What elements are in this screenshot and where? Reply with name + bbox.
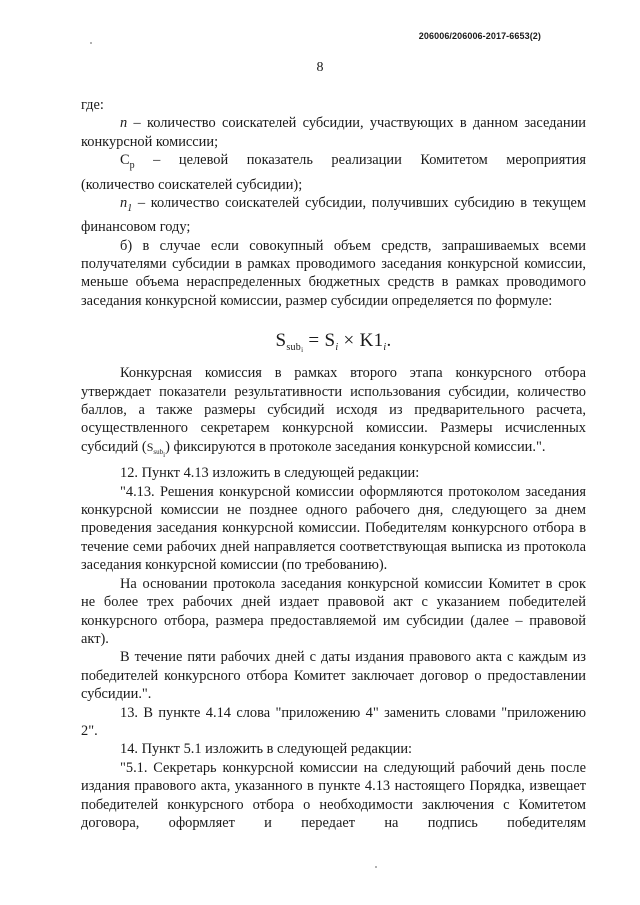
item-12: 12. Пункт 4.13 изложить в следующей редакции: (120, 465, 420, 482)
paragraph-5-1: "5.1. Секретарь конкурсной комиссии на следующий рабочий день после издания правового акта, указанного в пункте 4.13 настоящего Порядка, извещает победителей конкурсного отбора о необходимости заключения с Комитетом договора, оформляет и передает на подпись победителям (81, 759, 586, 831)
scan-speck (90, 42, 92, 44)
definition-cp-text: – целевой показатель реализации Комитетом мероприятия (134, 152, 586, 169)
document-body (81, 96, 586, 832)
definition-n1-text: – количество соискателей субсидии, получивших субсидию в текущем финансовом году; (81, 194, 586, 236)
definition-cp (81, 151, 586, 175)
page-number: 8 (316, 60, 324, 75)
where-label: где: (81, 97, 104, 113)
symbol-n: n (120, 115, 128, 132)
paragraph-4-13-c: В течение пяти рабочих дней с даты издания правового акта с каждым из победителей конкурсного отбора Комитет заключает договор о предоставлении субсидии.". (81, 649, 586, 703)
symbol-cp: $C_p$ (120, 152, 135, 172)
symbol-n1: $n_1$ (120, 194, 133, 214)
definition-n (81, 114, 586, 151)
paragraph-4-13-b: На основании протокола заседания конкурсной комиссии Комитет в срок не более трех рабочих дней издает правовой акт с указанием победителей конкурсного отбора, размера предоставляемой им субсидии (далее – правовой акт). (81, 575, 586, 647)
symbol-s-sub: $S_{sub_i}$ (146, 439, 166, 459)
commission-paragraph: Конкурсная комиссия в рамках второго этапа конкурсного отбора утверждает показатели результативности использования субсидии, количество баллов, а также размеры субсидий исходя из предварительного расчета, осуществленного секретарем конкурсной комиссии. Размеры исчисленных субсидий $(S_{sub_i})$ фиксируются в протоколе заседания конкурсной комиссии.". (81, 365, 586, 459)
document-id: 206006/206006-2017-6653(2) (418, 31, 541, 41)
item-13: 13. В пункте 4.14 слова "приложению 4" заменить словами "приложению 2". (81, 704, 586, 739)
paragraph-b: б) в случае если совокупный объем средств, запрашиваемых всеми получателями субсидии в рамках проводимого заседания конкурсной комиссии, меньше объема нераспределенных бюджетных средств в рамках проводимого заседания конкурсной комиссии, размер субсидии определяется по формуле: (81, 237, 586, 309)
scan-speck (375, 866, 377, 868)
subsidy-formula: $S_{sub_i} = S_i \times K1_i$. (275, 330, 392, 355)
definition-n1 (81, 194, 586, 237)
definition-n-text: – количество соискателей субсидии, участвующих в данном заседании конкурсной комиссии; (81, 115, 586, 150)
item-14: 14. Пункт 5.1 изложить в следующей редакции: (120, 741, 413, 758)
definition-cp-cont: (количество соискателей субсидии); (81, 176, 303, 193)
paragraph-4-13: "4.13. Решения конкурсной комиссии оформляются протоколом заседания конкурсной комиссии не позднее одного рабочего дня, следующего за днем проведения заседания конкурсной комиссии. Победителям конкурсного отбора в течение семи рабочих дней направляется соответствующая выписка из протокола заседания конкурсной комиссии (по требованию). (81, 483, 586, 574)
